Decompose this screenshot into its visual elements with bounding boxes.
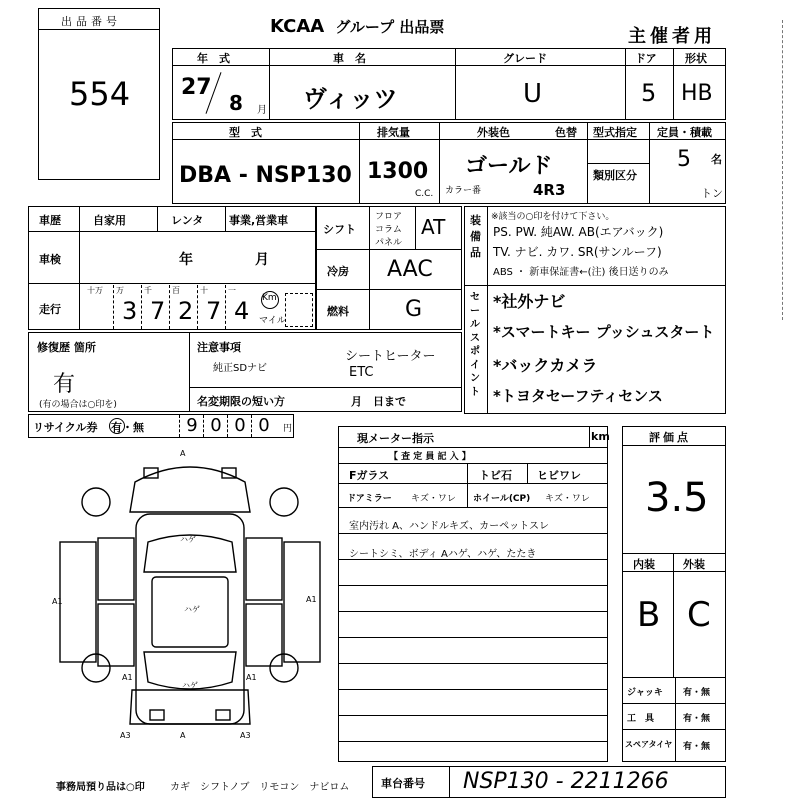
diagram-mark-bonnet: ハゲ [180, 535, 196, 544]
shape-value: HB [681, 81, 713, 106]
row-vehicle-basic [172, 48, 726, 120]
diagram-mark-br: A3 [240, 731, 251, 740]
recycle-yen: 円 [283, 424, 293, 434]
sales-point-1: *社外ナビ [493, 292, 566, 311]
capacity-value: 5 [677, 147, 691, 172]
diagram-mark-rear: ハゲ [182, 681, 198, 690]
mileage-digit: 3 [122, 297, 138, 325]
doors-value: 5 [641, 79, 657, 107]
shift-option-column: コラム [375, 225, 402, 235]
crack-label: ヒビワレ [537, 469, 581, 482]
mileage-cell [197, 285, 226, 329]
interior-value: B [637, 595, 661, 635]
diagram-mark-front: A [180, 449, 186, 458]
repair-notes-box [28, 332, 462, 412]
year-label: 年 式 [197, 52, 230, 65]
sales-point-label: セ ー ル ス ポ イ ン ト [470, 292, 480, 398]
month-value: 8 [229, 91, 243, 115]
wheel-options: キズ・ワレ [545, 494, 590, 504]
grade-box [622, 426, 726, 762]
shift-option-floor: フロア [375, 212, 403, 222]
shift-label: シフト [323, 223, 356, 236]
drivetrain-grid [316, 206, 462, 330]
mileage-label: 走行 [39, 303, 61, 316]
exterior-value: C [687, 595, 711, 635]
recycle-digit: 0 [203, 415, 228, 437]
tools-options: 有・無 [683, 714, 711, 724]
mirror-options: キズ・ワレ [411, 494, 456, 504]
recycle-box [28, 414, 294, 438]
title-logo: KCAA [270, 16, 325, 37]
ac-label: 冷房 [327, 265, 349, 278]
repair-note: (有の場合は○印を) [39, 400, 117, 410]
recycle-amount [179, 415, 289, 437]
name-expiry-label: 名変期限の短い方 [197, 395, 285, 408]
mileage-digit: 7 [150, 297, 166, 325]
inspector-box [338, 426, 608, 762]
repair-label: 修復歴 箇所 [37, 341, 96, 354]
diagram-mark-bl: A3 [120, 731, 131, 740]
mileage-cell [141, 285, 170, 329]
grade-label: グレード [503, 52, 547, 65]
mileage-cell [113, 285, 142, 329]
mile-label: マイル [259, 316, 286, 326]
score-value: 3.5 [645, 475, 709, 521]
fuel-label: 燃料 [327, 305, 349, 318]
meter-label: 現メーター指示 [357, 432, 434, 445]
inspection-label: 車検 [39, 253, 61, 266]
exterior-label: 外装 [683, 558, 705, 571]
equipment-box [464, 206, 726, 414]
displacement-value: 1300 [367, 159, 429, 184]
shift-value: AT [421, 215, 446, 239]
mileage-unit-label: 百 [172, 286, 180, 295]
equipment-line2: TV. ナビ. カワ. SR(サンルーフ) [493, 245, 662, 259]
inspection-year-unit: 年 [179, 252, 193, 268]
rental-label: レンタ [171, 214, 204, 227]
jack-label: ジャッキ [627, 688, 663, 698]
notes-handwritten: 純正SDナビ [213, 363, 268, 374]
recycle-digit: 0 [251, 415, 276, 437]
recycle-digit: 0 [227, 415, 252, 437]
equipment-line3: ABS ・ 新車保証書←(注) 後日送りのみ [493, 267, 669, 278]
mileage-unit-label: 十万 [87, 286, 103, 295]
doors-label: ドア [635, 52, 657, 65]
spare-label: スペアタイヤ [625, 740, 673, 749]
mileage-unit-label: 十 [200, 286, 208, 295]
organizer-label: 主催者用 [628, 26, 716, 47]
color-value: ゴールド [465, 154, 553, 179]
mileage-digit: 2 [178, 297, 194, 325]
tools-label: 工 具 [627, 714, 655, 724]
chassis-value: NSP130 - 2211266 [463, 769, 669, 794]
displacement-label: 排気量 [377, 126, 410, 139]
history-label: 車歴 [39, 214, 61, 227]
car-damage-diagram [40, 442, 340, 742]
equipment-note: ※該当の○印を付けて下さい。 [491, 212, 615, 222]
notes-item-1: シートヒーター [345, 349, 436, 364]
chassis-box [372, 766, 726, 798]
jack-options: 有・無 [683, 688, 711, 698]
diagram-mark-lr: A1 [122, 673, 133, 682]
history-grid [28, 206, 316, 330]
mileage-cell [225, 285, 254, 329]
inspector-note-2: シートシミ、ボディ Aハゲ、ハゲ、たたき [349, 549, 537, 560]
color-code-value: 4R3 [533, 181, 566, 199]
color-code-label: カラー番 [445, 186, 482, 196]
grade-value: U [523, 79, 543, 109]
km-label: Km [262, 293, 277, 303]
repair-value: 有 [53, 372, 76, 397]
model-value: ヴィッツ [303, 85, 398, 113]
equipment-label: 装 備 品 [470, 214, 481, 259]
notes-item-2: ETC [349, 365, 374, 380]
inspector-note-1: 室内汚れ A、ハンドルキズ、カーペットスレ [349, 521, 550, 532]
recycle-digit: 9 [179, 415, 204, 437]
score-label: 評価点 [649, 431, 691, 444]
diagram-mark-rr: A1 [246, 673, 257, 682]
fuel-value: G [405, 297, 423, 322]
diagram-mark-right: A1 [306, 595, 317, 604]
private-label: 自家用 [93, 214, 126, 227]
year-value: 27 [181, 75, 212, 100]
glass-label: Fガラス [349, 469, 390, 482]
lot-number-label: 出品番号 [61, 15, 121, 28]
shape-label: 形状 [685, 52, 707, 65]
capacity-label: 定員・積載 [657, 126, 712, 139]
notes-label: 注意事項 [197, 341, 241, 354]
model-label: 車 名 [333, 52, 366, 65]
wheel-label: ホイール(CP) [473, 494, 531, 504]
ac-value: AAC [387, 257, 433, 282]
lot-number-value: 554 [69, 75, 131, 113]
inspector-entry-label: 【 査 定 員 記 入 】 [389, 452, 471, 462]
office-note: 事務局預り品は○印 [56, 782, 145, 793]
diagram-mark-bottom: A [180, 731, 186, 740]
shift-option-panel: パネル [375, 238, 403, 248]
meter-km: km [591, 430, 610, 443]
inspection-month-unit: 月 [255, 252, 269, 268]
office-items: カギ シフトノブ リモコン ナビロム [170, 782, 350, 793]
exterior-color-label: 外装色 [477, 126, 510, 139]
mileage-cell [169, 285, 198, 329]
color-change-label: 色替 [555, 126, 577, 139]
month-unit: 月 [257, 105, 267, 116]
diagram-mark-roof: ハゲ [184, 605, 200, 614]
form-title [270, 16, 444, 37]
equipment-line1: PS. PW. 純AW. AB(エアバック) [493, 225, 664, 239]
ton-unit: トン [701, 187, 723, 200]
mileage-digit: 7 [206, 297, 222, 325]
mileage-unit-label: 一 [228, 286, 236, 295]
mileage-digit: 4 [234, 297, 250, 325]
chassis-label: 車台番号 [381, 777, 425, 790]
sales-point-2: *スマートキー プッシュスタート [493, 323, 715, 341]
cc-unit: C.C. [415, 189, 434, 199]
name-expiry-date: 月 日まで [351, 395, 406, 408]
business-label: 事業,営業車 [229, 214, 289, 227]
recycle-options: 有・無 [111, 421, 144, 434]
mirror-label: ドアミラー [347, 494, 392, 504]
mileage-unit-label: 千 [144, 286, 152, 295]
spare-options: 有・無 [683, 742, 711, 752]
title-sub: グループ 出品票 [335, 18, 445, 36]
interior-label: 内装 [633, 558, 655, 571]
lot-number-box [38, 8, 160, 180]
recycle-label: リサイクル券 [33, 421, 98, 434]
type-designation-label: 型式指定 [593, 126, 637, 139]
sales-point-3: *バックカメラ [493, 356, 598, 375]
diagram-mark-left: A1 [52, 597, 63, 606]
mileage-cell [85, 285, 113, 329]
row-vehicle-spec [172, 122, 726, 204]
sales-point-4: *トヨタセーフティセンス [493, 387, 663, 405]
mileage-unit-label: 万 [116, 286, 124, 295]
category-label: 類別区分 [593, 169, 637, 182]
capacity-unit: 名 [711, 153, 722, 166]
type-value: DBA - NSP130 [179, 163, 352, 188]
chip-label: トビ石 [479, 469, 512, 482]
type-label: 型 式 [229, 126, 262, 139]
